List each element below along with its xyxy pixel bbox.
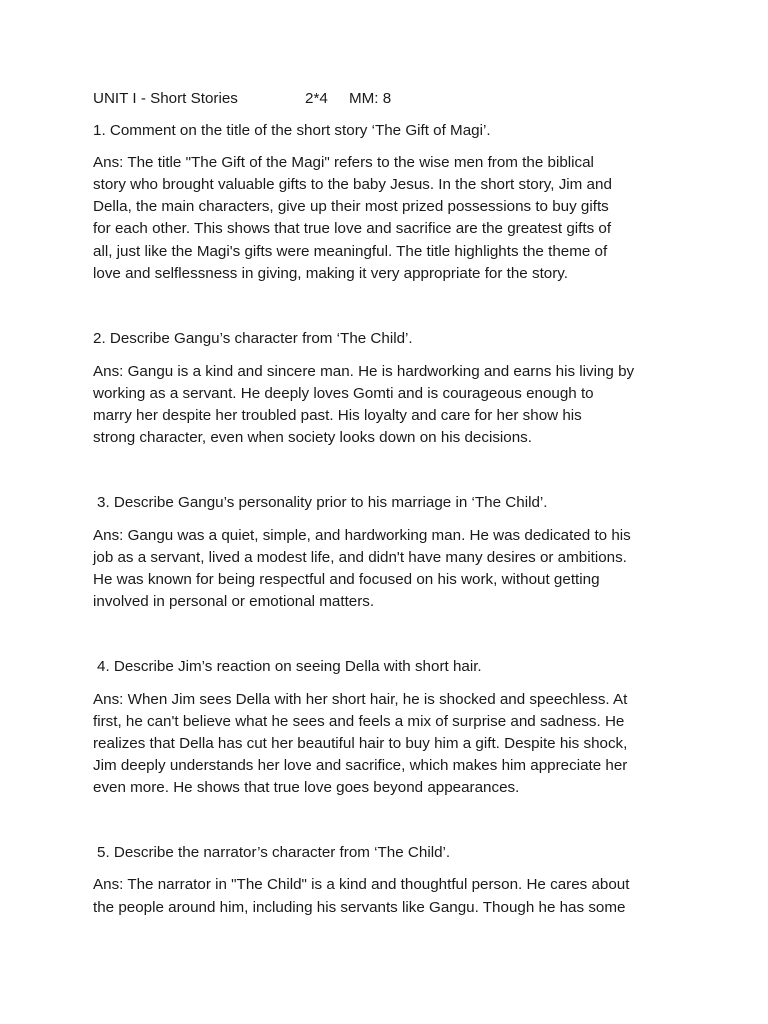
answer-1-line: love and selflessness in giving, making it very appropriate for the story. [93, 265, 568, 282]
question-1: 1. Comment on the title of the short story ‘The Gift of Magi’. [93, 122, 491, 139]
answer-2-line: strong character, even when society looks down on his decisions. [93, 429, 532, 446]
unit-header [93, 88, 391, 110]
answer-2-line: marry her despite her troubled past. His loyalty and care for her show his [93, 407, 582, 424]
answer-1-line: Della, the main characters, give up their most prized possessions to buy gifts [93, 198, 609, 215]
answer-2-line: Ans: Gangu is a kind and sincere man. He is hardworking and earns his living by [93, 363, 635, 380]
answer-5-line: the people around him, including his servants like Gangu. Though he has some [93, 899, 626, 916]
answer-3-line: job as a servant, lived a modest life, and didn't have many desires or ambitions. [93, 549, 627, 566]
answer-4-line: even more. He shows that true love goes beyond appearances. [93, 779, 520, 796]
unit-title: UNIT I - Short Stories [93, 90, 238, 107]
answer-3-line: Ans: Gangu was a quiet, simple, and hardworking man. He was dedicated to his [93, 527, 631, 544]
question-3: 3. Describe Gangu’s personality prior to his marriage in ‘The Child’. [97, 494, 548, 511]
answer-1-line: all, just like the Magi's gifts were meaningful. The title highlights the theme of [93, 243, 608, 260]
answer-4-line: Jim deeply understands her love and sacrifice, which makes him appreciate her [93, 757, 628, 774]
answer-4-line: realizes that Della has cut her beautiful hair to buy him a gift. Despite his shock, [93, 735, 628, 752]
max-marks: MM: 8 [349, 90, 392, 107]
answer-4-line: Ans: When Jim sees Della with her short hair, he is shocked and speechless. At [93, 691, 628, 708]
answer-2-line: working as a servant. He deeply loves Gomti and is courageous enough to [93, 385, 594, 402]
marks-scheme: 2*4 [305, 90, 328, 107]
question-2: 2. Describe Gangu’s character from ‘The Child’. [93, 330, 413, 347]
answer-3-line: involved in personal or emotional matters. [93, 593, 375, 610]
answer-1-line: for each other. This shows that true love and sacrifice are the greatest gifts of [93, 220, 612, 237]
answer-4-line: first, he can't believe what he sees and feels a mix of surprise and sadness. He [93, 713, 625, 730]
answer-5-line: Ans: The narrator in "The Child" is a kind and thoughtful person. He cares about [93, 876, 630, 893]
answer-1-line: Ans: The title "The Gift of the Magi" refers to the wise men from the biblical [93, 154, 594, 171]
question-4: 4. Describe Jim’s reaction on seeing Della with short hair. [97, 658, 482, 675]
question-5: 5. Describe the narrator’s character from ‘The Child’. [97, 844, 451, 861]
answer-3-line: He was known for being respectful and focused on his work, without getting [93, 571, 600, 588]
answer-1-line: story who brought valuable gifts to the baby Jesus. In the short story, Jim and [93, 176, 612, 193]
